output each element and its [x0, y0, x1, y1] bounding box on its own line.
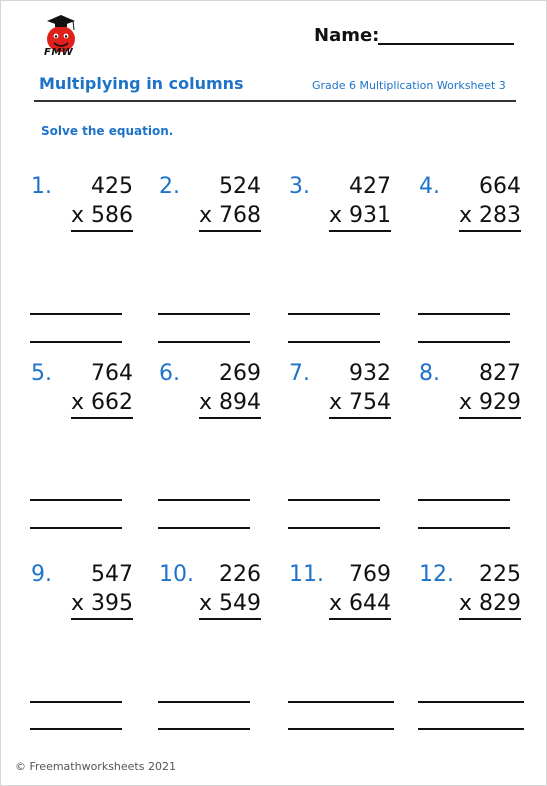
problem-5	[31, 361, 141, 431]
problem-11	[289, 562, 399, 632]
problem-number: 10.	[159, 562, 194, 587]
problem-4	[419, 174, 529, 244]
problem-number: 7.	[289, 361, 310, 386]
multiply-operator: x	[328, 390, 342, 415]
multiplier-gap	[342, 591, 349, 616]
multiplier: 754	[349, 390, 391, 415]
answer-line[interactable]	[288, 341, 380, 343]
multiplier: 283	[479, 203, 521, 228]
answer-line[interactable]	[30, 527, 122, 529]
problem-12	[419, 562, 529, 632]
multiplier-gap	[472, 591, 479, 616]
problem-number: 9.	[31, 562, 52, 587]
multiplier: 829	[479, 591, 521, 616]
multiplier-gap	[472, 203, 479, 228]
multiply-operator: x	[458, 390, 472, 415]
header-divider	[34, 100, 516, 102]
multiplier: 662	[91, 390, 133, 415]
answer-line[interactable]	[158, 499, 250, 501]
multiply-operator: x	[198, 203, 212, 228]
multiply-operator: x	[458, 203, 472, 228]
answer-line[interactable]	[30, 701, 122, 703]
problem-7	[289, 361, 399, 431]
answer-line[interactable]	[30, 499, 122, 501]
multiplicand: 524	[219, 174, 261, 199]
multiplier-row	[459, 390, 521, 419]
page-subtitle: Grade 6 Multiplication Worksheet 3	[312, 79, 506, 92]
answer-line[interactable]	[158, 313, 250, 315]
answer-line[interactable]	[288, 499, 380, 501]
multiplier-gap	[342, 203, 349, 228]
multiplicand: 425	[91, 174, 133, 199]
multiplier-gap	[342, 390, 349, 415]
multiply-operator: x	[198, 591, 212, 616]
multiplicand: 225	[479, 562, 521, 587]
problem-number: 3.	[289, 174, 310, 199]
multiplier-row	[459, 591, 521, 620]
answer-line[interactable]	[288, 701, 394, 703]
problem-number: 5.	[31, 361, 52, 386]
multiplier-gap	[212, 390, 219, 415]
answer-line[interactable]	[158, 341, 250, 343]
multiplier-row	[71, 390, 133, 419]
multiplier: 549	[219, 591, 261, 616]
problem-number: 2.	[159, 174, 180, 199]
multiplier: 395	[91, 591, 133, 616]
answer-line[interactable]	[288, 527, 380, 529]
multiplicand: 547	[91, 562, 133, 587]
multiplicand: 427	[349, 174, 391, 199]
multiplicand: 764	[91, 361, 133, 386]
problem-number: 8.	[419, 361, 440, 386]
instruction-text: Solve the equation.	[41, 124, 174, 138]
logo-text: FMW	[44, 47, 74, 58]
multiplicand: 664	[479, 174, 521, 199]
multiplicand: 226	[219, 562, 261, 587]
answer-line[interactable]	[158, 728, 250, 730]
multiplicand: 932	[349, 361, 391, 386]
multiply-operator: x	[70, 203, 84, 228]
multiplier-row	[459, 203, 521, 232]
name-label: Name:	[314, 25, 380, 46]
multiplier: 931	[349, 203, 391, 228]
answer-line[interactable]	[30, 313, 122, 315]
multiplier-gap	[84, 390, 91, 415]
multiplier: 768	[219, 203, 261, 228]
answer-line[interactable]	[158, 701, 250, 703]
multiply-operator: x	[70, 390, 84, 415]
multiplier-row	[71, 203, 133, 232]
multiplier-gap	[84, 203, 91, 228]
problem-number: 12.	[419, 562, 454, 587]
problem-9	[31, 562, 141, 632]
multiplicand: 269	[219, 361, 261, 386]
problem-3	[289, 174, 399, 244]
copyright-footer: © Freemathworksheets 2021	[15, 760, 176, 773]
answer-line[interactable]	[288, 728, 394, 730]
answer-line[interactable]	[418, 341, 510, 343]
answer-line[interactable]	[30, 341, 122, 343]
problem-number: 11.	[289, 562, 324, 587]
multiplier-gap	[212, 203, 219, 228]
answer-line[interactable]	[418, 313, 510, 315]
problem-number: 1.	[31, 174, 52, 199]
multiply-operator: x	[458, 591, 472, 616]
multiplier-row	[329, 591, 391, 620]
multiplier-row	[199, 591, 261, 620]
multiplier: 644	[349, 591, 391, 616]
multiply-operator: x	[70, 591, 84, 616]
multiplier-row	[71, 591, 133, 620]
multiplier-row	[329, 390, 391, 419]
problem-6	[159, 361, 269, 431]
answer-line[interactable]	[418, 728, 524, 730]
multiplier-gap	[212, 591, 219, 616]
name-field-line[interactable]	[378, 43, 514, 45]
multiplier-row	[199, 203, 261, 232]
multiplier: 894	[219, 390, 261, 415]
problem-number: 4.	[419, 174, 440, 199]
problem-number: 6.	[159, 361, 180, 386]
multiplier-row	[199, 390, 261, 419]
multiplier-gap	[84, 591, 91, 616]
multiplicand: 827	[479, 361, 521, 386]
problem-2	[159, 174, 269, 244]
answer-line[interactable]	[158, 527, 250, 529]
problem-10	[159, 562, 269, 632]
answer-line[interactable]	[418, 701, 524, 703]
problem-1	[31, 174, 141, 244]
answer-line[interactable]	[288, 313, 380, 315]
answer-line[interactable]	[418, 527, 510, 529]
multiplier-gap	[472, 390, 479, 415]
multiply-operator: x	[328, 591, 342, 616]
multiplier-row	[329, 203, 391, 232]
multiply-operator: x	[198, 390, 212, 415]
page-title: Multiplying in columns	[39, 74, 244, 93]
answer-line[interactable]	[30, 728, 122, 730]
multiply-operator: x	[328, 203, 342, 228]
answer-line[interactable]	[418, 499, 510, 501]
multiplier: 929	[479, 390, 521, 415]
multiplicand: 769	[349, 562, 391, 587]
problem-8	[419, 361, 529, 431]
multiplier: 586	[91, 203, 133, 228]
